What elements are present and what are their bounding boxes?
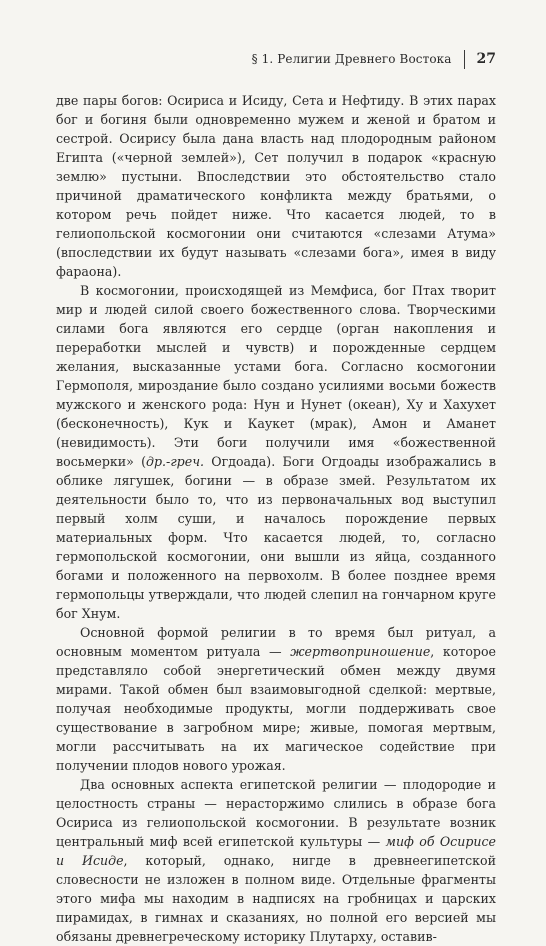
text-run: Два основных аспекта египетской религии — плодородие и целостность страны — нерасторжимо слились в образе бога Осириса из гелиопольской космогонии. В результате возник центральный миф всей египетской культуры — xyxy=(56,777,496,849)
paragraph-2 xyxy=(56,281,496,623)
italic-run: миф об Осирисе и Исиде xyxy=(56,834,496,868)
italic-run: др.-греч. xyxy=(146,454,205,469)
text-run: Огдоада). Боги Огдоады изображались в облике лягушек, богини — в образе змей. Результатом их деятельности было то, что из первоначальных вод выступил первый холм суши, и началось порождение первых материальных форм. Что касается людей, то, согласно гермопольской космогонии, они вышли из яйца, созданного богами и положенного на первохолм. В более позднее время гермопольцы утверждали, что людей слепил на гончарном круге бог Хнум. xyxy=(56,454,497,621)
paragraph-4 xyxy=(56,775,496,946)
text-run: , которое представляло собой энергетический обмен между двумя мирами. Такой обмен был взаимовыгодной сделкой: мертвые, получая необходимые продукты, могли поддерживать свое существование в загробном мире; живые, помогая мертвым, могли рассчитывать на их магическое содействие при получении плодов нового урожая. xyxy=(56,644,496,773)
running-title: § 1. Религии Древнего Востока xyxy=(251,52,452,66)
running-header xyxy=(56,46,496,72)
text-run: две пары богов: Осириса и Исиду, Сета и Нефтиду. В этих парах бог и богиня были одновременно мужем и женой и братом и сестрой. Осирису была дана власть над плодородным районом Египта («черной землей»), Сет получил в подарок «красную землю» пустыни. Впоследствии это обстоятельство стало причиной драматического конфликта между братьями, о котором речь пойдет ниже. Что касается людей, то в гелиопольской космогонии они считаются «слезами Атума» (впоследствии их будут называть «слезами бога», имея в виду фараона). xyxy=(56,93,496,279)
paragraph-3 xyxy=(56,623,496,775)
text-run: Основной формой религии в то время был ритуал, а основным моментом ритуала — xyxy=(56,625,496,659)
header-divider xyxy=(464,50,465,69)
text-run: В космогонии, происходящей из Мемфиса, бог Птах творит мир и людей силой своего божественного слова. Творческими силами бога являются его сердце (орган накопления и переработки мыслей и чувств) и порожденные сердцем желания, высказанные устами бога. Согласно космогонии Гермополя, мироздание было создано усилиями восьми божеств мужского и женского рода: Нун и Нунет (океан), Ху и Хахухет (бесконечность), Кук и Каукет (мрак), Амон и Аманет (невидимость). Эти боги получили имя «божественной восьмерки» ( xyxy=(56,283,496,469)
paragraph-1 xyxy=(56,91,496,281)
italic-run: жертвоприношение xyxy=(290,644,431,659)
page-number: 27 xyxy=(476,51,496,67)
page-body xyxy=(56,91,496,946)
text-run: , который, однако, нигде в древнеегипетской словесности не изложен в полном виде. Отдельные фрагменты этого мифа мы находим в надписях на гробницах и царских пирамидах, в гимнах и сказаниях, но полной его версией мы обязаны древнегреческому историку Плутарху, оставив- xyxy=(56,853,496,944)
